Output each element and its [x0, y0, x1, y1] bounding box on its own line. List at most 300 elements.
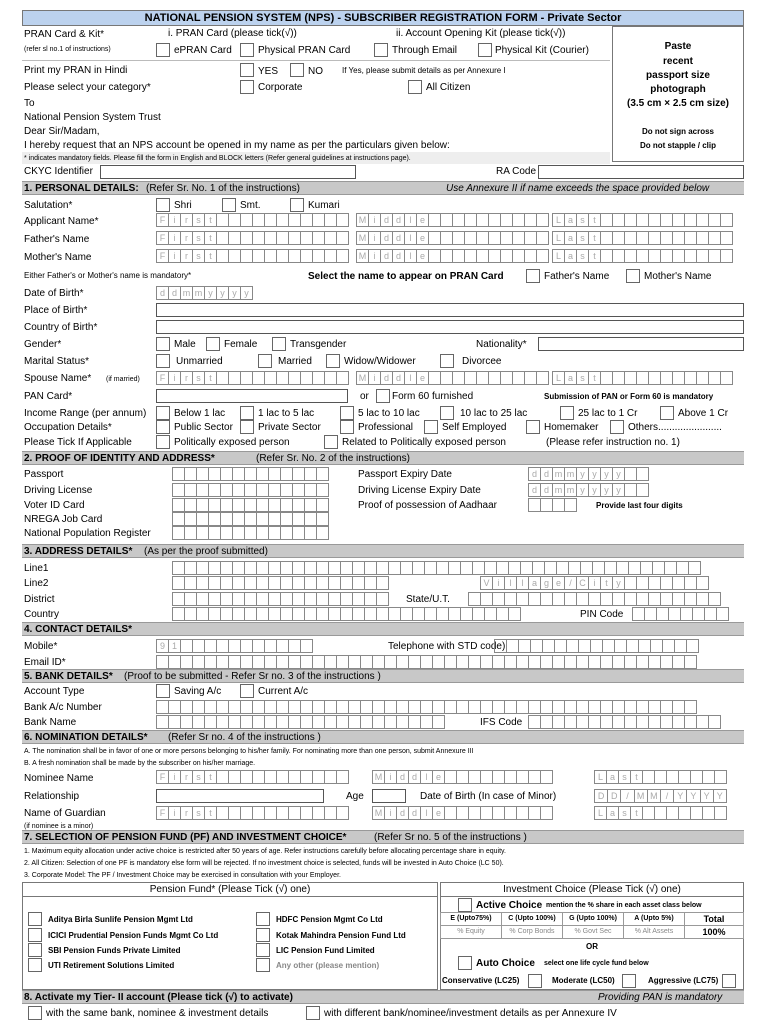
- passport-number[interactable]: [172, 467, 328, 481]
- dob-minor-cell[interactable]: Y: [686, 789, 700, 803]
- saving-checkbox[interactable]: [156, 684, 170, 698]
- pin-code[interactable]: [632, 607, 728, 621]
- unmarried-checkbox[interactable]: [156, 354, 170, 368]
- spouse-first-name-cell[interactable]: F: [156, 371, 169, 385]
- fund-left-4-checkbox[interactable]: [28, 958, 42, 972]
- guardian-last-name-cell[interactable]: s: [618, 806, 631, 820]
- applicant-first-name-cell[interactable]: t: [204, 213, 217, 227]
- passport-expiry-cell[interactable]: d: [540, 467, 553, 481]
- nominee-middle-name-cell[interactable]: l: [420, 770, 433, 784]
- spouse-first-name-cell[interactable]: r: [180, 371, 193, 385]
- spouse-middle-name-cell[interactable]: i: [368, 371, 381, 385]
- mother-middle-name-cell[interactable]: [536, 249, 549, 263]
- physical-pran-checkbox[interactable]: [240, 43, 254, 57]
- mother-last-name-cell[interactable]: [720, 249, 733, 263]
- nominee-middle-name-cell[interactable]: i: [384, 770, 397, 784]
- nominee-middle-name-cell[interactable]: M: [372, 770, 385, 784]
- father-last-name[interactable]: [552, 231, 732, 245]
- dob-minor-cell[interactable]: Y: [700, 789, 714, 803]
- dob-cell[interactable]: m: [192, 286, 205, 300]
- either-note: Either Father's or Mother's name is mandatory*: [24, 271, 192, 280]
- nominee-last-name-cell[interactable]: a: [606, 770, 619, 784]
- mother-last-name[interactable]: [552, 249, 732, 263]
- father-last-name-cell[interactable]: [720, 231, 733, 245]
- mother-last-name-cell[interactable]: s: [576, 249, 589, 263]
- address-line1[interactable]: [172, 561, 700, 575]
- nrega-number-cell[interactable]: [316, 512, 329, 526]
- conservative-checkbox[interactable]: [528, 974, 542, 988]
- guardian-middle-name-cell[interactable]: d: [408, 806, 421, 820]
- occ-4-checkbox[interactable]: [424, 420, 438, 434]
- mother-last-name-cell[interactable]: t: [588, 249, 601, 263]
- nominee-first-name-cell[interactable]: [336, 770, 349, 784]
- passport-expiry-cell[interactable]: m: [564, 467, 577, 481]
- female-checkbox[interactable]: [206, 337, 220, 351]
- applicant-middle-name-cell[interactable]: d: [392, 213, 405, 227]
- nominee-last-name-cell[interactable]: s: [618, 770, 631, 784]
- mother-first-name-cell[interactable]: r: [180, 249, 193, 263]
- email[interactable]: [156, 655, 696, 669]
- father-middle-name-cell[interactable]: M: [356, 231, 369, 245]
- telephone[interactable]: [494, 639, 698, 653]
- through-email-checkbox[interactable]: [374, 43, 388, 57]
- nominee-first-name-cell[interactable]: t: [204, 770, 217, 784]
- driving-expiry-cell[interactable]: y: [576, 483, 589, 497]
- dob-minor-cell[interactable]: D: [607, 789, 621, 803]
- passport-expiry-cell[interactable]: d: [528, 467, 541, 481]
- dob-minor-cell[interactable]: M: [647, 789, 661, 803]
- age-input[interactable]: [372, 789, 406, 803]
- village-city-cell[interactable]: a: [528, 576, 541, 590]
- smt-checkbox[interactable]: [222, 198, 236, 212]
- guardian-last-name-cell[interactable]: L: [594, 806, 607, 820]
- mother-middle-name-cell[interactable]: l: [404, 249, 417, 263]
- income-5-label: 25 lac to 1 Cr: [578, 408, 638, 419]
- pep-checkbox[interactable]: [156, 435, 170, 449]
- address-line1-cell[interactable]: [688, 561, 701, 575]
- dob-input[interactable]: [156, 286, 252, 300]
- nominee-last-name-cell[interactable]: [714, 770, 727, 784]
- nominee-first-name-cell[interactable]: s: [192, 770, 205, 784]
- passport-number-cell[interactable]: [316, 467, 329, 481]
- rpep-checkbox[interactable]: [324, 435, 338, 449]
- dob-minor-cell[interactable]: M: [634, 789, 648, 803]
- applicant-middle-name-cell[interactable]: d: [380, 213, 393, 227]
- applicant-middle-name-cell[interactable]: [536, 213, 549, 227]
- spouse-first-name-cell[interactable]: i: [168, 371, 181, 385]
- guardian-middle-name[interactable]: [372, 806, 552, 820]
- applicant-middle-name-cell[interactable]: l: [404, 213, 417, 227]
- applicant-middle-name-cell[interactable]: M: [356, 213, 369, 227]
- occ-6-checkbox[interactable]: [610, 420, 624, 434]
- aggressive-checkbox[interactable]: [722, 974, 736, 988]
- ra-code-input[interactable]: [538, 165, 744, 179]
- npr-number[interactable]: [172, 526, 328, 540]
- village-city-cell[interactable]: g: [540, 576, 553, 590]
- father-first-name-cell[interactable]: [336, 231, 349, 245]
- father-middle-name-cell[interactable]: l: [404, 231, 417, 245]
- aggressive-label: Aggressive (LC75): [648, 976, 719, 985]
- male-checkbox[interactable]: [156, 337, 170, 351]
- passport-expiry-cell[interactable]: y: [576, 467, 589, 481]
- village-city-cell[interactable]: [696, 576, 709, 590]
- address-line2-cell[interactable]: [376, 576, 389, 590]
- spouse-middle-name-cell[interactable]: e: [416, 371, 429, 385]
- dob-minor-cell[interactable]: /: [620, 789, 634, 803]
- applicant-first-name-cell[interactable]: r: [180, 213, 193, 227]
- auto-choice-checkbox[interactable]: [458, 956, 472, 970]
- applicant-last-name-cell[interactable]: s: [576, 213, 589, 227]
- spouse-first-name-cell[interactable]: [336, 371, 349, 385]
- kumari-checkbox[interactable]: [290, 198, 304, 212]
- hindi-no-checkbox[interactable]: [290, 63, 304, 77]
- spouse-middle-name-cell[interactable]: [536, 371, 549, 385]
- country[interactable]: [172, 607, 520, 621]
- mother-first-name-cell[interactable]: s: [192, 249, 205, 263]
- bank-name-cell[interactable]: [432, 715, 445, 729]
- dob-cell[interactable]: d: [156, 286, 169, 300]
- nominee-last-name-cell[interactable]: t: [630, 770, 643, 784]
- spouse-last-name-cell[interactable]: t: [588, 371, 601, 385]
- corporate-checkbox[interactable]: [240, 80, 254, 94]
- income-6-checkbox[interactable]: [660, 406, 674, 420]
- pin-code-cell[interactable]: [716, 607, 729, 621]
- ifs-code-cell[interactable]: [708, 715, 721, 729]
- mother-middle-name-cell[interactable]: i: [368, 249, 381, 263]
- guardian-first-name-cell[interactable]: i: [168, 806, 181, 820]
- fund-left-3-checkbox[interactable]: [28, 943, 42, 957]
- applicant-first-name-cell[interactable]: i: [168, 213, 181, 227]
- applicant-middle-name-cell[interactable]: i: [368, 213, 381, 227]
- father-last-name-cell[interactable]: s: [576, 231, 589, 245]
- guardian-first-name-cell[interactable]: t: [204, 806, 217, 820]
- passport-expiry-cell[interactable]: y: [600, 467, 613, 481]
- dob-cell[interactable]: d: [168, 286, 181, 300]
- active-choice-checkbox[interactable]: [458, 898, 472, 912]
- mother-first-name-cell[interactable]: t: [204, 249, 217, 263]
- widow-checkbox[interactable]: [326, 354, 340, 368]
- spouse-middle-name-cell[interactable]: d: [392, 371, 405, 385]
- nominee-label: Nominee Name: [24, 773, 94, 784]
- father-last-name-cell[interactable]: a: [564, 231, 577, 245]
- pob-input[interactable]: [156, 303, 744, 317]
- village-city-cell[interactable]: l: [516, 576, 529, 590]
- spouse-middle-name[interactable]: [356, 371, 548, 385]
- applicant-last-name-cell[interactable]: [720, 213, 733, 227]
- applicant-middle-name-cell[interactable]: e: [416, 213, 429, 227]
- mother-last-name-cell[interactable]: a: [564, 249, 577, 263]
- ifs-code[interactable]: [528, 715, 720, 729]
- aadhaar-cell[interactable]: [564, 498, 577, 512]
- income-5-checkbox[interactable]: [560, 406, 574, 420]
- nominee-first-name-cell[interactable]: i: [168, 770, 181, 784]
- corp-bonds-input[interactable]: % Corp Bonds: [501, 925, 563, 939]
- village-city-cell[interactable]: y: [612, 576, 625, 590]
- nominee-middle-name-cell[interactable]: [540, 770, 553, 784]
- dob-minor-cell[interactable]: /: [660, 789, 674, 803]
- village-city-cell[interactable]: /: [564, 576, 577, 590]
- spouse-first-name-cell[interactable]: s: [192, 371, 205, 385]
- form60-checkbox[interactable]: [376, 389, 390, 403]
- guardian-last-name-cell[interactable]: t: [630, 806, 643, 820]
- govt-sec-input[interactable]: % Govt Sec: [562, 925, 624, 939]
- dob-minor-cell[interactable]: Y: [673, 789, 687, 803]
- mother-middle-name[interactable]: [356, 249, 548, 263]
- mother-middle-name-cell[interactable]: M: [356, 249, 369, 263]
- country-cell[interactable]: [508, 607, 521, 621]
- spouse-middle-name-cell[interactable]: l: [404, 371, 417, 385]
- spouse-last-name-cell[interactable]: a: [564, 371, 577, 385]
- fund-left-1-checkbox[interactable]: [28, 912, 42, 926]
- father-middle-name-cell[interactable]: e: [416, 231, 429, 245]
- mobile[interactable]: [156, 639, 312, 653]
- state-cell[interactable]: [708, 592, 721, 606]
- bank-account-number[interactable]: [156, 700, 696, 714]
- guardian-first-name-cell[interactable]: [336, 806, 349, 820]
- fund-right-3-checkbox[interactable]: [256, 943, 270, 957]
- spouse-last-name-cell[interactable]: [720, 371, 733, 385]
- village-city-cell[interactable]: i: [588, 576, 601, 590]
- income-2-checkbox[interactable]: [240, 406, 254, 420]
- mobile-cell[interactable]: [300, 639, 313, 653]
- driving-expiry-cell[interactable]: y: [588, 483, 601, 497]
- dob-cell[interactable]: y: [240, 286, 253, 300]
- pan-input[interactable]: [156, 389, 348, 403]
- guardian-first-name-cell[interactable]: F: [156, 806, 169, 820]
- spouse-last-name[interactable]: [552, 371, 732, 385]
- income-1-checkbox[interactable]: [156, 406, 170, 420]
- active-choice-note: mention the % share in each asset class below: [546, 902, 702, 909]
- dob-cell[interactable]: y: [204, 286, 217, 300]
- district-cell[interactable]: [376, 592, 389, 606]
- occ-2-checkbox[interactable]: [240, 420, 254, 434]
- guardian-middle-name-cell[interactable]: e: [432, 806, 445, 820]
- fund-right-4-checkbox[interactable]: [256, 958, 270, 972]
- alt-assets-input[interactable]: % Alt Assets: [623, 925, 685, 939]
- address-line2[interactable]: [172, 576, 388, 590]
- applicant-name-label: Applicant Name*: [24, 216, 99, 227]
- spouse-middle-name-cell[interactable]: M: [356, 371, 369, 385]
- dob-cell[interactable]: y: [216, 286, 229, 300]
- hindi-yes-checkbox[interactable]: [240, 63, 254, 77]
- driving-expiry-cell[interactable]: m: [564, 483, 577, 497]
- nominee-first-name[interactable]: [156, 770, 348, 784]
- fund-right-1-checkbox[interactable]: [256, 912, 270, 926]
- income-4-checkbox[interactable]: [440, 406, 454, 420]
- transgender-checkbox[interactable]: [272, 337, 286, 351]
- corporate-label: Corporate: [258, 82, 303, 93]
- npr-number-cell[interactable]: [316, 526, 329, 540]
- physical-kit-label: Physical Kit (Courier): [495, 45, 589, 56]
- marital-label: Marital Status*: [24, 356, 90, 367]
- cob-input[interactable]: [156, 320, 744, 334]
- married-checkbox[interactable]: [258, 354, 272, 368]
- account-kit-head: ii. Account Opening Kit (please tick(√)): [396, 28, 566, 39]
- mother-first-name-cell[interactable]: [336, 249, 349, 263]
- guardian-last-name-cell[interactable]: a: [606, 806, 619, 820]
- father-last-name-cell[interactable]: L: [552, 231, 565, 245]
- guardian-first-name-cell[interactable]: r: [180, 806, 193, 820]
- village-city-cell[interactable]: l: [504, 576, 517, 590]
- nominee-middle-name-cell[interactable]: e: [432, 770, 445, 784]
- guardian-middle-name-cell[interactable]: l: [420, 806, 433, 820]
- mother-middle-name-cell[interactable]: e: [416, 249, 429, 263]
- pran-fathers-name-checkbox[interactable]: [526, 269, 540, 283]
- father-middle-name-cell[interactable]: d: [380, 231, 393, 245]
- equity-input[interactable]: % Equity: [440, 925, 502, 939]
- nrega-number[interactable]: [172, 512, 328, 526]
- spouse-middle-name-cell[interactable]: d: [380, 371, 393, 385]
- mobile-cell[interactable]: 9: [156, 639, 169, 653]
- driving-expiry-cell[interactable]: [636, 483, 649, 497]
- guardian-first-name[interactable]: [156, 806, 348, 820]
- voter-id-number-cell[interactable]: [316, 498, 329, 512]
- guardian-middle-name-cell[interactable]: d: [396, 806, 409, 820]
- income-3-checkbox[interactable]: [340, 406, 354, 420]
- physical-pran-label: Physical PRAN Card: [258, 45, 351, 56]
- guardian-middle-name-cell[interactable]: [540, 806, 553, 820]
- occ-5-checkbox[interactable]: [526, 420, 540, 434]
- driving-license-number[interactable]: [172, 483, 328, 497]
- moderate-checkbox[interactable]: [622, 974, 636, 988]
- ckyc-input[interactable]: [100, 165, 356, 179]
- father-first-name-cell[interactable]: i: [168, 231, 181, 245]
- driving-expiry-cell[interactable]: d: [540, 483, 553, 497]
- village-city-cell[interactable]: t: [600, 576, 613, 590]
- driving-expiry-input[interactable]: [528, 483, 648, 497]
- spouse-first-name-cell[interactable]: t: [204, 371, 217, 385]
- tier2-different-checkbox[interactable]: [306, 1006, 320, 1020]
- driving-expiry-cell[interactable]: d: [528, 483, 541, 497]
- spouse-last-name-cell[interactable]: L: [552, 371, 565, 385]
- telephone-cell[interactable]: [686, 639, 699, 653]
- passport-expiry-cell[interactable]: y: [588, 467, 601, 481]
- applicant-first-name-cell[interactable]: F: [156, 213, 169, 227]
- spouse-first-name[interactable]: [156, 371, 348, 385]
- guardian-last-name-cell[interactable]: [714, 806, 727, 820]
- nationality-input[interactable]: [538, 337, 744, 351]
- mother-first-name-cell[interactable]: F: [156, 249, 169, 263]
- driving-label: Driving License: [24, 485, 93, 496]
- nominee-middle-name[interactable]: [372, 770, 552, 784]
- father-first-name-cell[interactable]: t: [204, 231, 217, 245]
- current-checkbox[interactable]: [240, 684, 254, 698]
- applicant-first-name[interactable]: [156, 213, 348, 227]
- father-first-name-cell[interactable]: r: [180, 231, 193, 245]
- pob-label: Place of Birth*: [24, 305, 88, 316]
- pran-mothers-name-checkbox[interactable]: [626, 269, 640, 283]
- spouse-last-name-cell[interactable]: s: [576, 371, 589, 385]
- dob-minor-cell[interactable]: Y: [713, 789, 727, 803]
- fund-right-2-checkbox[interactable]: [256, 928, 270, 942]
- bank-name[interactable]: [156, 715, 444, 729]
- epran-checkbox[interactable]: [156, 43, 170, 57]
- applicant-first-name-cell[interactable]: s: [192, 213, 205, 227]
- trust-label: National Pension System Trust: [24, 112, 161, 123]
- dob-cell[interactable]: y: [228, 286, 241, 300]
- guardian-first-name-cell[interactable]: s: [192, 806, 205, 820]
- state[interactable]: [468, 592, 720, 606]
- passport-expiry-cell[interactable]: m: [552, 467, 565, 481]
- to-label: To: [24, 98, 35, 109]
- voter-id-number[interactable]: [172, 498, 328, 512]
- relationship-input[interactable]: [156, 789, 324, 803]
- email-cell[interactable]: [684, 655, 697, 669]
- nominee-middle-name-cell[interactable]: d: [396, 770, 409, 784]
- physical-kit-checkbox[interactable]: [478, 43, 492, 57]
- fund-left-2-checkbox[interactable]: [28, 928, 42, 942]
- nominee-middle-name-cell[interactable]: d: [408, 770, 421, 784]
- shri-checkbox[interactable]: [156, 198, 170, 212]
- nominee-last-name[interactable]: [594, 770, 726, 784]
- applicant-last-name[interactable]: [552, 213, 732, 227]
- applicant-last-name-cell[interactable]: t: [588, 213, 601, 227]
- dob-minor-cell[interactable]: D: [594, 789, 608, 803]
- moderate-label: Moderate (LC50): [552, 976, 615, 985]
- mother-first-name-cell[interactable]: i: [168, 249, 181, 263]
- tier2-same-checkbox[interactable]: [28, 1006, 42, 1020]
- village-city-cell[interactable]: i: [492, 576, 505, 590]
- divorcee-checkbox[interactable]: [440, 354, 454, 368]
- mother-middle-name-cell[interactable]: d: [380, 249, 393, 263]
- father-first-name-cell[interactable]: F: [156, 231, 169, 245]
- father-middle-name[interactable]: [356, 231, 548, 245]
- driving-license-number-cell[interactable]: [316, 483, 329, 497]
- father-middle-name-cell[interactable]: d: [392, 231, 405, 245]
- father-first-name-cell[interactable]: s: [192, 231, 205, 245]
- father-middle-name-cell[interactable]: [536, 231, 549, 245]
- village-city-cell[interactable]: C: [576, 576, 589, 590]
- passport-expiry-cell[interactable]: y: [612, 467, 625, 481]
- dob-cell[interactable]: m: [180, 286, 193, 300]
- applicant-first-name-cell[interactable]: [336, 213, 349, 227]
- nominee-last-name-cell[interactable]: L: [594, 770, 607, 784]
- village-city-cell[interactable]: V: [480, 576, 493, 590]
- mobile-cell[interactable]: 1: [168, 639, 181, 653]
- village-city[interactable]: [480, 576, 708, 590]
- email-label: Email ID*: [24, 657, 66, 668]
- applicant-middle-name[interactable]: [356, 213, 548, 227]
- mother-first-name[interactable]: [156, 249, 348, 263]
- guardian-last-name[interactable]: [594, 806, 726, 820]
- father-first-name[interactable]: [156, 231, 348, 245]
- nominee-first-name-cell[interactable]: F: [156, 770, 169, 784]
- mother-middle-name-cell[interactable]: d: [392, 249, 405, 263]
- district[interactable]: [172, 592, 388, 606]
- bank-account-number-cell[interactable]: [684, 700, 697, 714]
- guardian-middle-name-cell[interactable]: i: [384, 806, 397, 820]
- father-middle-name-cell[interactable]: i: [368, 231, 381, 245]
- all-citizen-checkbox[interactable]: [408, 80, 422, 94]
- driving-expiry-cell[interactable]: y: [612, 483, 625, 497]
- mother-last-name-cell[interactable]: L: [552, 249, 565, 263]
- driving-expiry-cell[interactable]: m: [552, 483, 565, 497]
- guardian-middle-name-cell[interactable]: M: [372, 806, 385, 820]
- driving-expiry-cell[interactable]: y: [600, 483, 613, 497]
- dob-minor-input[interactable]: [594, 789, 726, 803]
- father-last-name-cell[interactable]: t: [588, 231, 601, 245]
- passport-expiry-input[interactable]: [528, 467, 648, 481]
- applicant-last-name-cell[interactable]: a: [564, 213, 577, 227]
- village-city-cell[interactable]: e: [552, 576, 565, 590]
- occ-3-checkbox[interactable]: [340, 420, 354, 434]
- nominee-first-name-cell[interactable]: r: [180, 770, 193, 784]
- passport-expiry-cell[interactable]: [636, 467, 649, 481]
- aadhaar-input[interactable]: [528, 498, 576, 512]
- occ-1-checkbox[interactable]: [156, 420, 170, 434]
- occ-3-label: Professional: [358, 422, 414, 433]
- applicant-last-name-cell[interactable]: L: [552, 213, 565, 227]
